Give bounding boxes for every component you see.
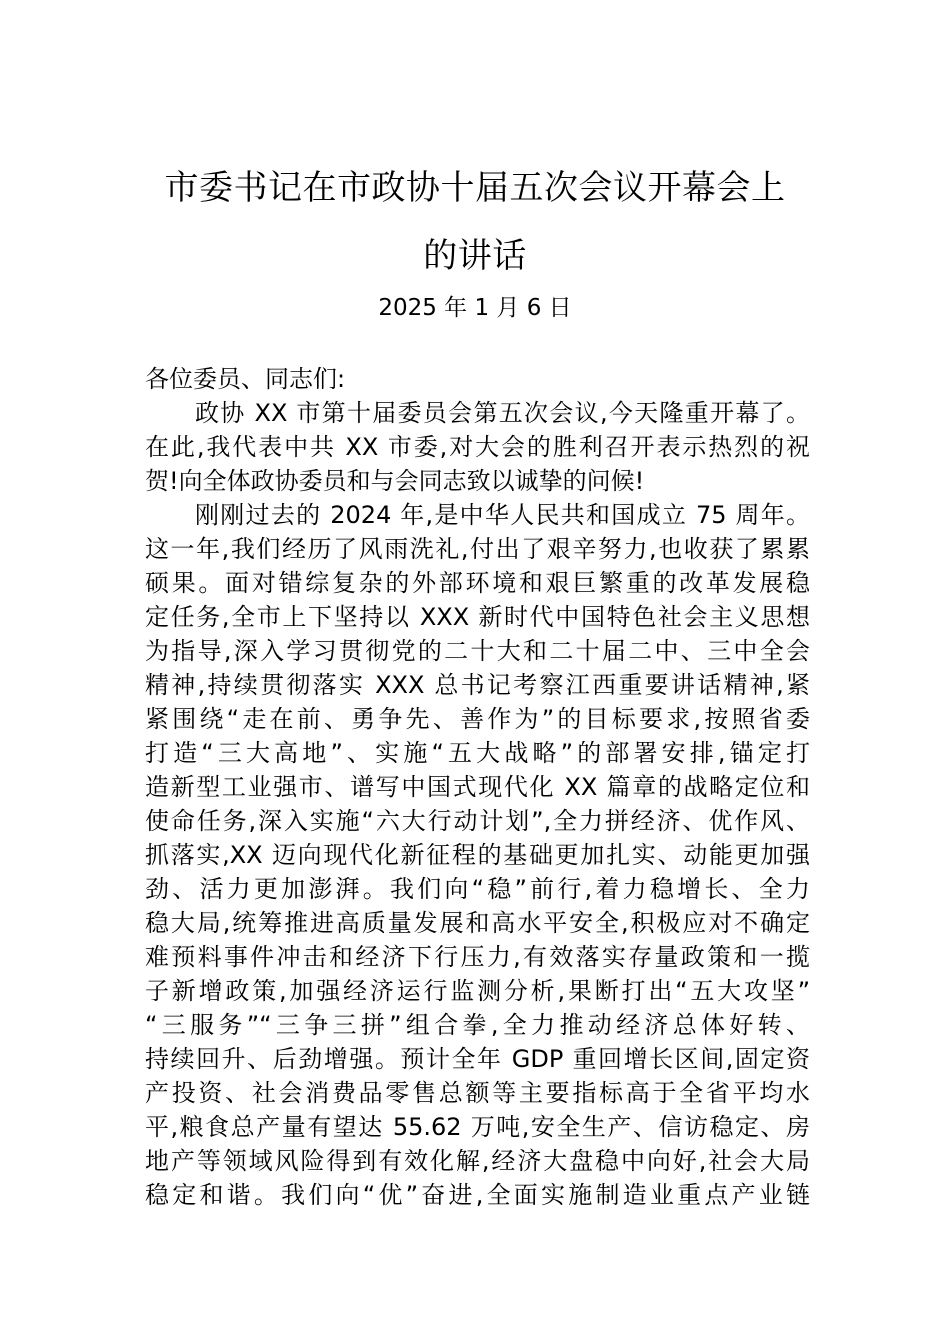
paragraph-line: 地产等领域风险得到有效化解,经济大盘稳中向好,社会大局 — [145, 1147, 810, 1175]
paragraph-line: 抓落实,XX 迈向现代化新征程的基础更加扎实、动能更加强 — [145, 841, 810, 869]
greeting: 各位委员、同志们: — [145, 365, 346, 393]
paragraph-line: 定任务,全市上下坚持以 XXX 新时代中国特色社会主义思想 — [145, 603, 810, 631]
paragraph-line: 精神,持续贯彻落实 XXX 总书记考察江西重要讲话精神,紧 — [145, 671, 810, 699]
paragraph-line: 贺!向全体政协委员和与会同志致以诚挚的问候! — [145, 467, 645, 495]
paragraph-line: 打造“三大高地”、实施“五大战略”的部署安排,锚定打 — [145, 739, 810, 767]
paragraph-line: “三服务”“三争三拼”组合拳,全力推动经济总体好转、 — [145, 1011, 810, 1039]
paragraph-line: 平,粮食总产量有望达 55.62 万吨,安全生产、信访稳定、房 — [145, 1113, 810, 1141]
paragraph-line: 产投资、社会消费品零售总额等主要指标高于全省平均水 — [145, 1079, 810, 1107]
paragraph-line: 子新增政策,加强经济运行监测分析,果断打出“五大攻坚” — [145, 977, 810, 1005]
document-date: 2025 年 1 月 6 日 — [378, 295, 572, 321]
paragraph-line: 这一年,我们经历了风雨洗礼,付出了艰辛努力,也收获了累累 — [145, 535, 810, 563]
paragraph-line: 政协 XX 市第十届委员会第五次会议,今天隆重开幕了。 — [195, 399, 810, 427]
paragraph-line: 稳定和谐。我们向“优”奋进,全面实施制造业重点产业链 — [145, 1181, 810, 1209]
paragraph-line: 稳大局,统筹推进高质量发展和高水平安全,积极应对不确定 — [145, 909, 810, 937]
paragraph-line: 刚刚过去的 2024 年,是中华人民共和国成立 75 周年。 — [195, 501, 810, 529]
paragraph-line: 紧围绕“走在前、勇争先、善作为”的目标要求,按照省委 — [145, 705, 810, 733]
paragraph-line: 造新型工业强市、谱写中国式现代化 XX 篇章的战略定位和 — [145, 773, 810, 801]
paragraph-line: 为指导,深入学习贯彻党的二十大和二十届二中、三中全会 — [145, 637, 810, 665]
document-title-line-1: 市委书记在市政协十届五次会议开幕会上 — [164, 168, 786, 208]
paragraph-line: 硕果。面对错综复杂的外部环境和艰巨繁重的改革发展稳 — [145, 569, 810, 597]
paragraph-line: 难预料事件冲击和经济下行压力,有效落实存量政策和一揽 — [145, 943, 810, 971]
paragraph-line: 在此,我代表中共 XX 市委,对大会的胜利召开表示热烈的祝 — [145, 433, 810, 461]
document-title-line-2: 的讲话 — [423, 236, 527, 276]
paragraph-line: 使命任务,深入实施“六大行动计划”,全力拼经济、优作风、 — [145, 807, 810, 835]
paragraph-line: 劲、活力更加澎湃。我们向“稳”前行,着力稳增长、全力 — [145, 875, 810, 903]
paragraph-line: 持续回升、后劲增强。预计全年 GDP 重回增长区间,固定资 — [145, 1045, 810, 1073]
